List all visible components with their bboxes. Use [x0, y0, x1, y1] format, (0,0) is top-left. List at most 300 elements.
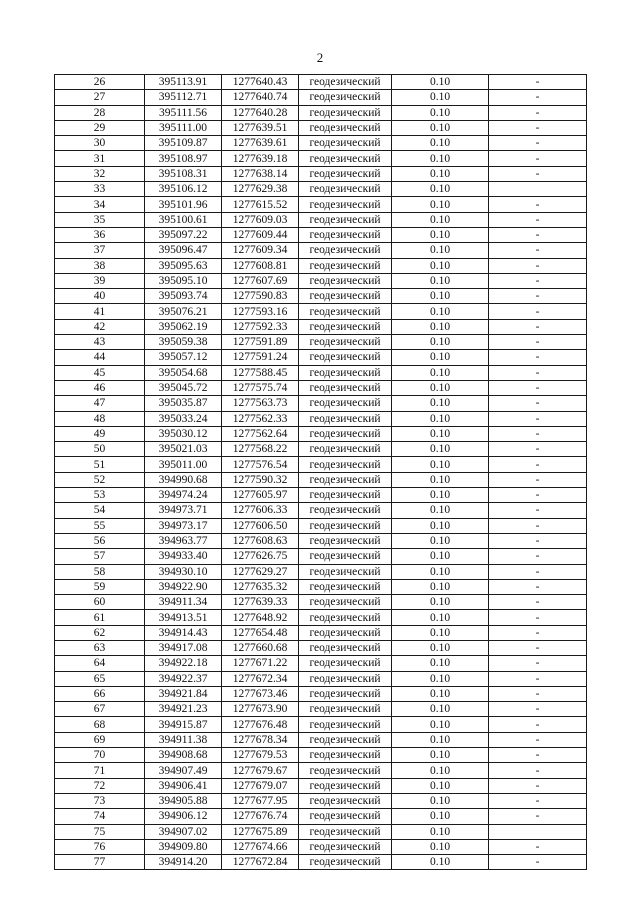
description-cell: - [489, 564, 587, 579]
method-cell: геодезический [299, 75, 392, 90]
table-row [55, 380, 587, 395]
x-coordinate-cell: 395062.19 [145, 319, 222, 334]
x-coordinate-cell: 395111.56 [145, 105, 222, 120]
accuracy-cell: 0.10 [392, 396, 489, 411]
x-coordinate-cell: 394922.18 [145, 656, 222, 671]
x-coordinate-cell: 394914.43 [145, 625, 222, 640]
method-cell: геодезический [299, 824, 392, 839]
table-row [55, 518, 587, 533]
table-row [55, 136, 587, 151]
method-cell: геодезический [299, 595, 392, 610]
method-cell: геодезический [299, 90, 392, 105]
table-row [55, 319, 587, 334]
table-row [55, 442, 587, 457]
table-row [55, 640, 587, 655]
x-coordinate-cell: 395011.00 [145, 457, 222, 472]
y-coordinate-cell: 1277607.69 [222, 273, 299, 288]
x-coordinate-cell: 395108.97 [145, 151, 222, 166]
y-coordinate-cell: 1277593.16 [222, 304, 299, 319]
accuracy-cell: 0.10 [392, 656, 489, 671]
point-number-cell: 37 [55, 243, 145, 258]
coordinates-table [54, 74, 587, 870]
accuracy-cell: 0.10 [392, 273, 489, 288]
x-coordinate-cell: 394914.20 [145, 855, 222, 870]
method-cell: геодезический [299, 839, 392, 854]
method-cell: геодезический [299, 472, 392, 487]
x-coordinate-cell: 394973.71 [145, 503, 222, 518]
accuracy-cell: 0.10 [392, 258, 489, 273]
point-number-cell: 45 [55, 365, 145, 380]
accuracy-cell: 0.10 [392, 289, 489, 304]
point-number-cell: 54 [55, 503, 145, 518]
table-row [55, 105, 587, 120]
y-coordinate-cell: 1277609.03 [222, 212, 299, 227]
x-coordinate-cell: 394933.40 [145, 549, 222, 564]
point-number-cell: 50 [55, 442, 145, 457]
point-number-cell: 74 [55, 809, 145, 824]
accuracy-cell: 0.10 [392, 671, 489, 686]
description-cell: - [489, 426, 587, 441]
y-coordinate-cell: 1277640.74 [222, 90, 299, 105]
y-coordinate-cell: 1277588.45 [222, 365, 299, 380]
description-cell: - [489, 273, 587, 288]
y-coordinate-cell: 1277676.74 [222, 809, 299, 824]
point-number-cell: 44 [55, 350, 145, 365]
description-cell: - [489, 717, 587, 732]
method-cell: геодезический [299, 610, 392, 625]
point-number-cell: 75 [55, 824, 145, 839]
method-cell: геодезический [299, 426, 392, 441]
table-row [55, 564, 587, 579]
description-cell: - [489, 686, 587, 701]
table-row [55, 778, 587, 793]
table-row [55, 610, 587, 625]
point-number-cell: 49 [55, 426, 145, 441]
accuracy-cell: 0.10 [392, 809, 489, 824]
point-number-cell: 52 [55, 472, 145, 487]
table-row [55, 243, 587, 258]
description-cell: - [489, 610, 587, 625]
table-row [55, 839, 587, 854]
accuracy-cell: 0.10 [392, 120, 489, 135]
description-cell: - [489, 380, 587, 395]
method-cell: геодезический [299, 105, 392, 120]
y-coordinate-cell: 1277590.32 [222, 472, 299, 487]
point-number-cell: 38 [55, 258, 145, 273]
description-cell: - [489, 732, 587, 747]
table-row [55, 717, 587, 732]
y-coordinate-cell: 1277591.89 [222, 335, 299, 350]
description-cell: - [489, 457, 587, 472]
table-row [55, 166, 587, 181]
accuracy-cell: 0.10 [392, 503, 489, 518]
accuracy-cell: 0.10 [392, 488, 489, 503]
method-cell: геодезический [299, 564, 392, 579]
point-number-cell: 46 [55, 380, 145, 395]
x-coordinate-cell: 395054.68 [145, 365, 222, 380]
table-row [55, 426, 587, 441]
x-coordinate-cell: 394907.02 [145, 824, 222, 839]
method-cell: геодезический [299, 549, 392, 564]
point-number-cell: 68 [55, 717, 145, 732]
y-coordinate-cell: 1277672.34 [222, 671, 299, 686]
description-cell: - [489, 839, 587, 854]
x-coordinate-cell: 395033.24 [145, 411, 222, 426]
accuracy-cell: 0.10 [392, 763, 489, 778]
x-coordinate-cell: 394907.49 [145, 763, 222, 778]
y-coordinate-cell: 1277648.92 [222, 610, 299, 625]
description-cell: - [489, 702, 587, 717]
method-cell: геодезический [299, 289, 392, 304]
table-row [55, 488, 587, 503]
y-coordinate-cell: 1277576.54 [222, 457, 299, 472]
table-row [55, 809, 587, 824]
description-cell: - [489, 671, 587, 686]
point-number-cell: 47 [55, 396, 145, 411]
point-number-cell: 73 [55, 793, 145, 808]
table-row [55, 503, 587, 518]
point-number-cell: 72 [55, 778, 145, 793]
table-row [55, 197, 587, 212]
point-number-cell: 58 [55, 564, 145, 579]
description-cell: - [489, 595, 587, 610]
point-number-cell: 56 [55, 533, 145, 548]
accuracy-cell: 0.10 [392, 472, 489, 487]
table-row [55, 365, 587, 380]
x-coordinate-cell: 395045.72 [145, 380, 222, 395]
accuracy-cell: 0.10 [392, 793, 489, 808]
table-row [55, 472, 587, 487]
y-coordinate-cell: 1277673.90 [222, 702, 299, 717]
table-row [55, 350, 587, 365]
table-row [55, 411, 587, 426]
description-cell: - [489, 212, 587, 227]
point-number-cell: 70 [55, 748, 145, 763]
point-number-cell: 35 [55, 212, 145, 227]
table-row [55, 732, 587, 747]
y-coordinate-cell: 1277639.61 [222, 136, 299, 151]
y-coordinate-cell: 1277679.07 [222, 778, 299, 793]
accuracy-cell: 0.10 [392, 839, 489, 854]
x-coordinate-cell: 395076.21 [145, 304, 222, 319]
y-coordinate-cell: 1277679.53 [222, 748, 299, 763]
x-coordinate-cell: 395030.12 [145, 426, 222, 441]
method-cell: геодезический [299, 319, 392, 334]
x-coordinate-cell: 395021.03 [145, 442, 222, 457]
accuracy-cell: 0.10 [392, 824, 489, 839]
point-number-cell: 43 [55, 335, 145, 350]
description-cell: - [489, 809, 587, 824]
y-coordinate-cell: 1277629.27 [222, 564, 299, 579]
x-coordinate-cell: 395101.96 [145, 197, 222, 212]
table-row [55, 671, 587, 686]
y-coordinate-cell: 1277678.34 [222, 732, 299, 747]
point-number-cell: 40 [55, 289, 145, 304]
description-cell: - [489, 136, 587, 151]
point-number-cell: 57 [55, 549, 145, 564]
x-coordinate-cell: 395093.74 [145, 289, 222, 304]
x-coordinate-cell: 395035.87 [145, 396, 222, 411]
description-cell: - [489, 304, 587, 319]
point-number-cell: 71 [55, 763, 145, 778]
method-cell: геодезический [299, 197, 392, 212]
point-number-cell: 76 [55, 839, 145, 854]
y-coordinate-cell: 1277615.52 [222, 197, 299, 212]
method-cell: геодезический [299, 533, 392, 548]
x-coordinate-cell: 395109.87 [145, 136, 222, 151]
point-number-cell: 34 [55, 197, 145, 212]
y-coordinate-cell: 1277563.73 [222, 396, 299, 411]
table-row [55, 335, 587, 350]
x-coordinate-cell: 395095.10 [145, 273, 222, 288]
x-coordinate-cell: 394915.87 [145, 717, 222, 732]
table-row [55, 549, 587, 564]
point-number-cell: 60 [55, 595, 145, 610]
point-number-cell: 39 [55, 273, 145, 288]
accuracy-cell: 0.10 [392, 686, 489, 701]
x-coordinate-cell: 394990.68 [145, 472, 222, 487]
method-cell: геодезический [299, 625, 392, 640]
point-number-cell: 26 [55, 75, 145, 90]
y-coordinate-cell: 1277676.48 [222, 717, 299, 732]
method-cell: геодезический [299, 151, 392, 166]
description-cell [489, 824, 587, 839]
method-cell: геодезический [299, 763, 392, 778]
method-cell: геодезический [299, 396, 392, 411]
point-number-cell: 36 [55, 227, 145, 242]
description-cell: - [489, 227, 587, 242]
accuracy-cell: 0.10 [392, 136, 489, 151]
table-row [55, 90, 587, 105]
x-coordinate-cell: 394973.17 [145, 518, 222, 533]
description-cell: - [489, 258, 587, 273]
coordinates-table-body [55, 75, 587, 870]
method-cell: геодезический [299, 166, 392, 181]
accuracy-cell: 0.10 [392, 442, 489, 457]
table-row [55, 151, 587, 166]
method-cell: геодезический [299, 442, 392, 457]
method-cell: геодезический [299, 503, 392, 518]
point-number-cell: 28 [55, 105, 145, 120]
table-row [55, 258, 587, 273]
method-cell: геодезический [299, 732, 392, 747]
accuracy-cell: 0.10 [392, 105, 489, 120]
y-coordinate-cell: 1277592.33 [222, 319, 299, 334]
point-number-cell: 30 [55, 136, 145, 151]
point-number-cell: 77 [55, 855, 145, 870]
accuracy-cell: 0.10 [392, 579, 489, 594]
y-coordinate-cell: 1277638.14 [222, 166, 299, 181]
description-cell: - [489, 289, 587, 304]
accuracy-cell: 0.10 [392, 182, 489, 197]
table-row [55, 855, 587, 870]
y-coordinate-cell: 1277673.46 [222, 686, 299, 701]
x-coordinate-cell: 394930.10 [145, 564, 222, 579]
method-cell: геодезический [299, 120, 392, 135]
point-number-cell: 51 [55, 457, 145, 472]
description-cell: - [489, 625, 587, 640]
y-coordinate-cell: 1277609.44 [222, 227, 299, 242]
description-cell: - [489, 105, 587, 120]
accuracy-cell: 0.10 [392, 457, 489, 472]
method-cell: геодезический [299, 258, 392, 273]
y-coordinate-cell: 1277608.63 [222, 533, 299, 548]
method-cell: геодезический [299, 380, 392, 395]
method-cell: геодезический [299, 212, 392, 227]
accuracy-cell: 0.10 [392, 717, 489, 732]
table-row [55, 212, 587, 227]
y-coordinate-cell: 1277679.67 [222, 763, 299, 778]
x-coordinate-cell: 394913.51 [145, 610, 222, 625]
y-coordinate-cell: 1277639.51 [222, 120, 299, 135]
x-coordinate-cell: 395100.61 [145, 212, 222, 227]
y-coordinate-cell: 1277639.18 [222, 151, 299, 166]
method-cell: геодезический [299, 273, 392, 288]
accuracy-cell: 0.10 [392, 411, 489, 426]
y-coordinate-cell: 1277605.97 [222, 488, 299, 503]
method-cell: геодезический [299, 365, 392, 380]
accuracy-cell: 0.10 [392, 197, 489, 212]
accuracy-cell: 0.10 [392, 350, 489, 365]
table-row [55, 748, 587, 763]
y-coordinate-cell: 1277606.50 [222, 518, 299, 533]
point-number-cell: 69 [55, 732, 145, 747]
method-cell: геодезический [299, 793, 392, 808]
method-cell: геодезический [299, 518, 392, 533]
y-coordinate-cell: 1277671.22 [222, 656, 299, 671]
point-number-cell: 33 [55, 182, 145, 197]
x-coordinate-cell: 394911.34 [145, 595, 222, 610]
y-coordinate-cell: 1277672.84 [222, 855, 299, 870]
y-coordinate-cell: 1277568.22 [222, 442, 299, 457]
description-cell: - [489, 166, 587, 181]
x-coordinate-cell: 394917.08 [145, 640, 222, 655]
method-cell: геодезический [299, 640, 392, 655]
point-number-cell: 31 [55, 151, 145, 166]
point-number-cell: 42 [55, 319, 145, 334]
y-coordinate-cell: 1277562.33 [222, 411, 299, 426]
y-coordinate-cell: 1277591.24 [222, 350, 299, 365]
x-coordinate-cell: 395059.38 [145, 335, 222, 350]
method-cell: геодезический [299, 656, 392, 671]
description-cell: - [489, 855, 587, 870]
y-coordinate-cell: 1277606.33 [222, 503, 299, 518]
point-number-cell: 67 [55, 702, 145, 717]
table-row [55, 304, 587, 319]
point-number-cell: 62 [55, 625, 145, 640]
method-cell: геодезический [299, 809, 392, 824]
y-coordinate-cell: 1277677.95 [222, 793, 299, 808]
accuracy-cell: 0.10 [392, 702, 489, 717]
point-number-cell: 27 [55, 90, 145, 105]
method-cell: геодезический [299, 335, 392, 350]
accuracy-cell: 0.10 [392, 778, 489, 793]
description-cell: - [489, 243, 587, 258]
x-coordinate-cell: 395057.12 [145, 350, 222, 365]
description-cell: - [489, 503, 587, 518]
table-row [55, 227, 587, 242]
x-coordinate-cell: 394911.38 [145, 732, 222, 747]
description-cell: - [489, 748, 587, 763]
description-cell: - [489, 763, 587, 778]
x-coordinate-cell: 395112.71 [145, 90, 222, 105]
point-number-cell: 65 [55, 671, 145, 686]
x-coordinate-cell: 394974.24 [145, 488, 222, 503]
method-cell: геодезический [299, 686, 392, 701]
description-cell: - [489, 549, 587, 564]
accuracy-cell: 0.10 [392, 335, 489, 350]
accuracy-cell: 0.10 [392, 595, 489, 610]
accuracy-cell: 0.10 [392, 304, 489, 319]
x-coordinate-cell: 394909.80 [145, 839, 222, 854]
table-row [55, 625, 587, 640]
x-coordinate-cell: 395111.00 [145, 120, 222, 135]
description-cell: - [489, 319, 587, 334]
accuracy-cell: 0.10 [392, 151, 489, 166]
y-coordinate-cell: 1277590.83 [222, 289, 299, 304]
accuracy-cell: 0.10 [392, 212, 489, 227]
table-row [55, 763, 587, 778]
table-row [55, 656, 587, 671]
y-coordinate-cell: 1277635.32 [222, 579, 299, 594]
method-cell: геодезический [299, 778, 392, 793]
point-number-cell: 55 [55, 518, 145, 533]
table-row [55, 824, 587, 839]
description-cell: - [489, 350, 587, 365]
description-cell: - [489, 518, 587, 533]
description-cell: - [489, 396, 587, 411]
method-cell: геодезический [299, 702, 392, 717]
method-cell: геодезический [299, 748, 392, 763]
point-number-cell: 59 [55, 579, 145, 594]
method-cell: геодезический [299, 227, 392, 242]
x-coordinate-cell: 394963.77 [145, 533, 222, 548]
page-number: 2 [316, 50, 324, 65]
description-cell: - [489, 472, 587, 487]
accuracy-cell: 0.10 [392, 426, 489, 441]
x-coordinate-cell: 395097.22 [145, 227, 222, 242]
description-cell: - [489, 90, 587, 105]
method-cell: геодезический [299, 855, 392, 870]
accuracy-cell: 0.10 [392, 90, 489, 105]
accuracy-cell: 0.10 [392, 610, 489, 625]
method-cell: геодезический [299, 136, 392, 151]
description-cell: - [489, 335, 587, 350]
x-coordinate-cell: 395096.47 [145, 243, 222, 258]
method-cell: геодезический [299, 671, 392, 686]
x-coordinate-cell: 395113.91 [145, 75, 222, 90]
method-cell: геодезический [299, 717, 392, 732]
table-row [55, 182, 587, 197]
method-cell: геодезический [299, 304, 392, 319]
y-coordinate-cell: 1277562.64 [222, 426, 299, 441]
description-cell: - [489, 793, 587, 808]
table-row [55, 396, 587, 411]
y-coordinate-cell: 1277640.28 [222, 105, 299, 120]
point-number-cell: 53 [55, 488, 145, 503]
y-coordinate-cell: 1277675.89 [222, 824, 299, 839]
description-cell: - [489, 778, 587, 793]
y-coordinate-cell: 1277609.34 [222, 243, 299, 258]
point-number-cell: 63 [55, 640, 145, 655]
description-cell: - [489, 640, 587, 655]
table-row [55, 120, 587, 135]
method-cell: геодезический [299, 411, 392, 426]
description-cell: - [489, 411, 587, 426]
accuracy-cell: 0.10 [392, 319, 489, 334]
accuracy-cell: 0.10 [392, 732, 489, 747]
y-coordinate-cell: 1277575.74 [222, 380, 299, 395]
